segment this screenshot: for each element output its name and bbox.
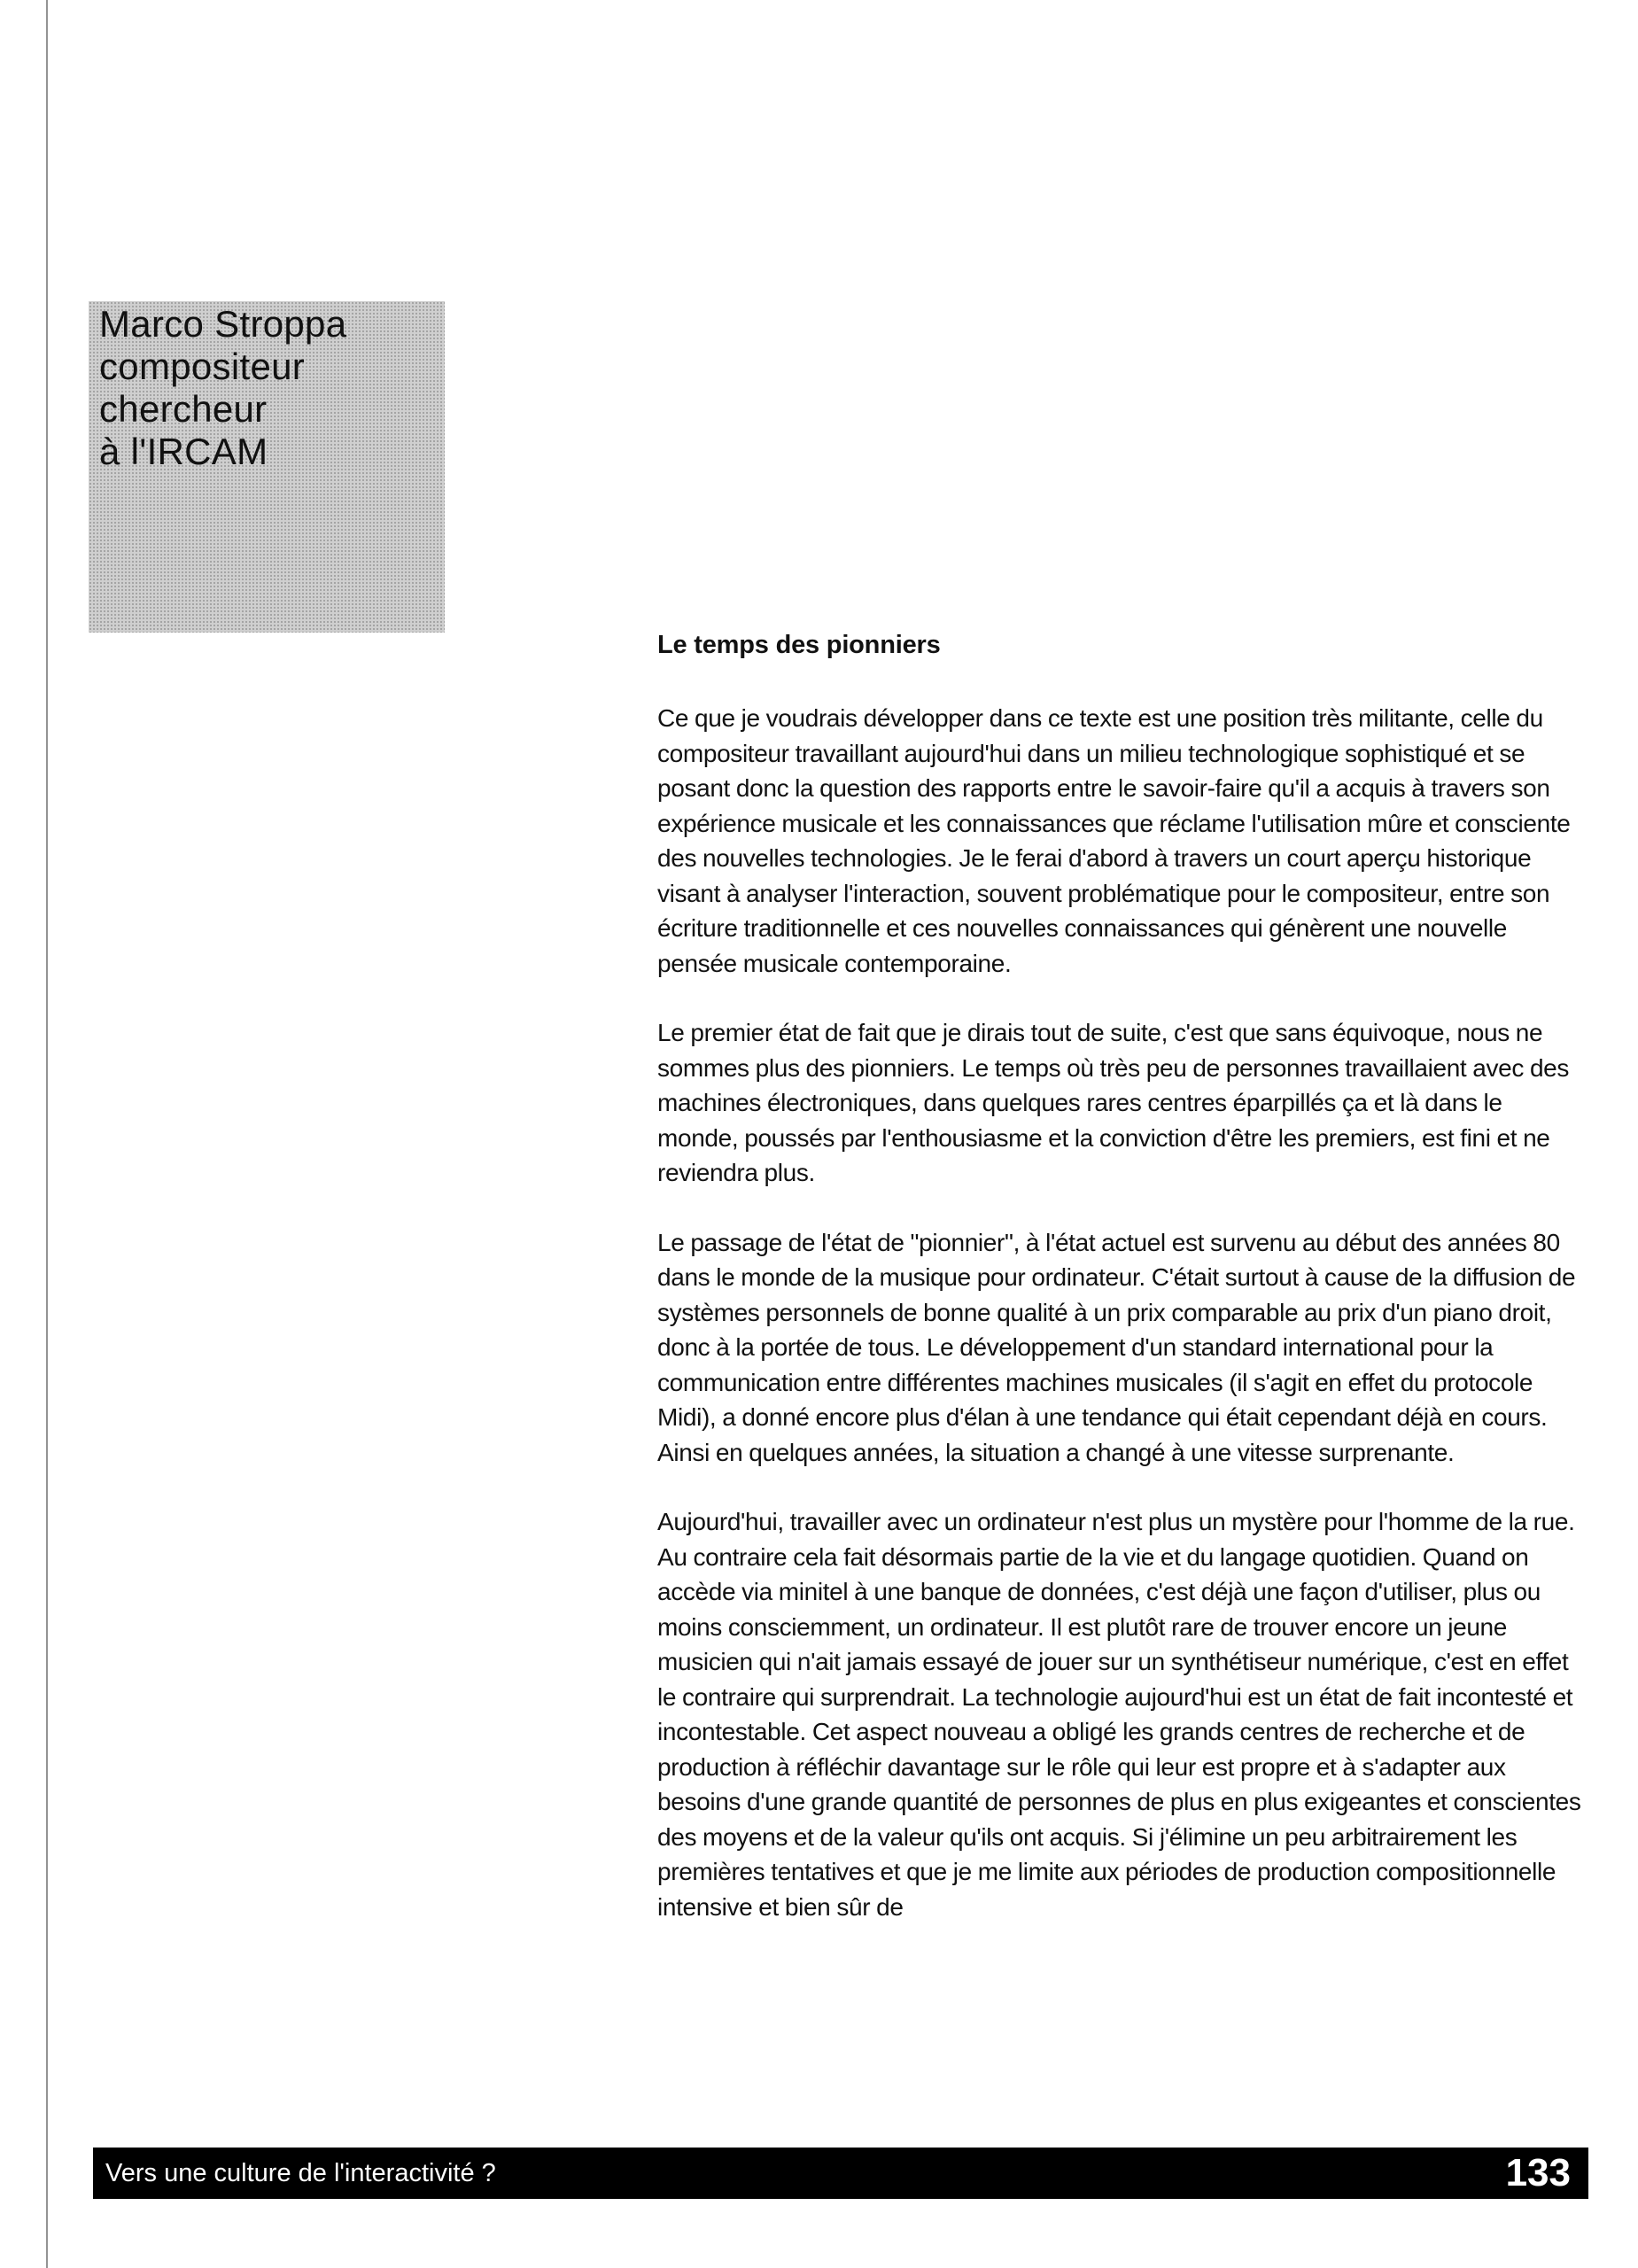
paragraph-3: Le passage de l'état de "pionnier", à l'état actuel est survenu au début des années 80 dans le monde de la musique pour ordinateur. C'était surtout à cause de la diffusion de systèmes personnels de bonne qualité à un prix comparable au prix d'un piano droit, donc à la portée de tous. Le développement d'un standard international pour la communication entre différentes machines musicales (il s'agit en effet du protocole Midi), a donné encore plus d'élan à une tendance qui était cependant déjà en cours. Ainsi en quelques années, la situation a changé à une vitesse surprenante. [657, 1228, 1576, 1466]
paragraph-1: Ce que je voudrais développer dans ce texte est une position très militante, celle du compositeur travaillant aujourd'hui dans un milieu technologique sophistiqué et se posant donc la question des rapports entre le savoir-faire qu'il a acquis à travers son expérience musicale et les connaissances que réclame l'utilisation mûre et consciente des nouvelles technologies. Je le ferai d'abord à travers un court aperçu historique visant à analyser l'interaction, souvent problématique pour le compositeur, entre son écriture traditionnelle et ces nouvelles connaissances qui génèrent une nouvelle pensée musicale contemporaine. [657, 704, 1571, 977]
footer-publication-title: Vers une culture de l'interactivité ? [105, 2159, 496, 2187]
paragraph-2: Le premier état de fait que je dirais tout de suite, c'est que sans équivoque, nous ne sommes plus des pionniers. Le temps où très peu de personnes travaillaient avec des machines électroniques, dans quelques rares centres éparpillés ça et là dans le monde, poussés par l'enthousiasme et la conviction d'être les premiers, est fini et ne reviendra plus. [657, 1019, 1570, 1186]
author-role-researcher: chercheur [99, 388, 268, 430]
author-box [89, 301, 445, 633]
page-number: 133 [1505, 2151, 1571, 2194]
footer-bar [93, 2148, 1588, 2199]
author-affiliation: à l'IRCAM [99, 431, 268, 472]
article-body [657, 629, 1588, 1959]
section-heading: Le temps des pionniers [657, 631, 941, 659]
paragraph-4: Aujourd'hui, travailler avec un ordinateur n'est plus un mystère pour l'homme de la rue. Au contraire cela fait désormais partie de la vie et du langage quotidien. Quand on accède via minitel à une banque de données, c'est déjà une façon d'utiliser, plus ou moins consciemment, un ordinateur. Il est plutôt rare de trouver encore un jeune musicien qui n'ait jamais essayé de jouer sur un synthétiseur numérique, c'est en effet le contraire qui surprendrait. La technologie aujourd'hui est un état de fait incontesté et incontestable. Cet aspect nouveau a obligé les grands centres de recherche et de production à réfléchir davantage sur le rôle qui leur est propre et à s'adapter aux besoins d'une grande quantité de personnes de plus en plus exigeantes et conscientes des moyens et de la valeur qu'ils ont acquis. Si j'élimine un peu arbitrairement les premières tentatives et que je me limite aux périodes de production compositionnelle intensive et bien sûr de [657, 1508, 1581, 1921]
author-name: Marco Stroppa [99, 303, 347, 345]
page-edge-line [46, 0, 48, 2268]
author-role-composer: compositeur [99, 346, 306, 387]
